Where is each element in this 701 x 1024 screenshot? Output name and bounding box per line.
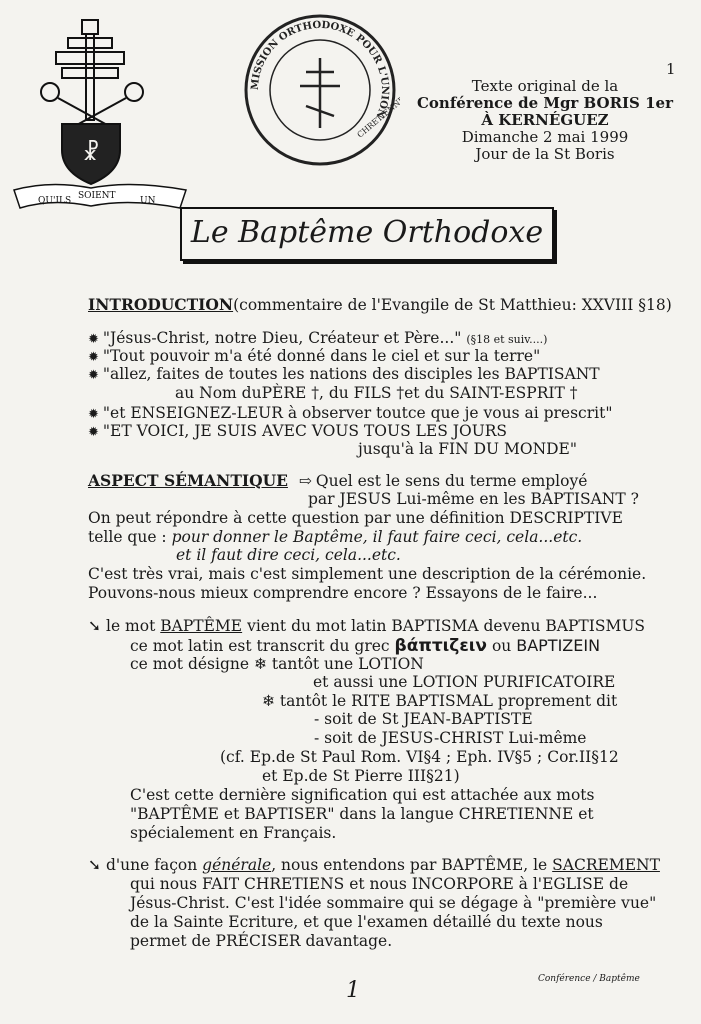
stamp-sub: CHRETIENNE [355,94,400,140]
page-title: Le Baptême Orthodoxe [180,207,554,261]
bapteme-line9: et Ep.de St Pierre III§21) [262,767,460,785]
bapteme-line11: "BAPTÊME et BAPTISER" dans la langue CHRETIENNE et [130,805,594,823]
crest-logo [10,12,190,222]
bapteme-line2: ce mot latin est transcrit du grec βάπτιζειν ou BAPTIZEIN [130,636,601,656]
intro-heading: INTRODUCTION [88,295,234,314]
intro-line4: au Nom duPÈRE †, du FILS †et du SAINT-ESPRIT † [175,384,578,402]
stamp-text: MISSION ORTHODOXE POUR L'UNION [249,19,391,120]
generale-line4: de la Sainte Ecriture, et que l'examen détaillé du texte nous [130,913,603,931]
semantic-line4: telle que : pour donner le Baptême, il faut faire ceci, cela...etc. [88,528,583,546]
bapteme-line7: - soit de JESUS-CHRIST Lui-même [314,729,587,747]
intro-line2: ✹ "Tout pouvoir m'a été donné dans le ciel et sur la terre" [88,347,541,365]
intro-line1: ✹ "Jésus-Christ, notre Dieu, Créateur et Père..." (§18 et suiv....) [88,329,548,347]
bapteme-line8: (cf. Ep.de St Paul Rom. VI§4 ; Eph. IV§5 ; Cor.II§12 [220,748,619,766]
generale-line3: Jésus-Christ. C'est l'idée sommaire qui se dégage à "première vue" [130,894,657,912]
header-line5: Jour de la St Boris [475,145,615,163]
bapteme-line6: - soit de St JEAN-BAPTISTE [314,710,533,728]
intro-heading-line [88,296,672,314]
arrow-bullet-icon: ➘ [88,856,101,874]
footer-label: Conférence / Baptême [538,974,640,984]
semantic-line5: et il faut dire ceci, cela...etc. [176,546,401,564]
bapteme-line3: ce mot désigne ❄ tantôt une LOTION [130,655,424,673]
generale-line2: qui nous FAIT CHRETIENS et nous INCORPORE à l'EGLISE de [130,875,629,893]
star-icon: ✹ [88,350,99,365]
header-line4: Dimanche 2 mai 1999 [461,128,629,146]
bapteme-line1: ➘ le mot BAPTÊME vient du mot latin BAPTISMA devenu BAPTISMUS [88,617,646,635]
generale-line5: permet de PRÉCISER davantage. [130,932,393,950]
page-number: 1 [666,60,676,78]
header-line2: Conférence de Mgr BORIS 1er [416,94,673,112]
header-block [400,78,690,163]
bapteme-line4: et aussi une LOTION PURIFICATOIRE [313,673,616,691]
arrow-right-icon: ⇨ [298,472,312,490]
intro-rest: (commentaire de l'Evangile de St Matthieu: XXVIII §18) [233,296,672,314]
banner-right: UN [140,196,156,206]
semantic-line2: par JESUS Lui-même en les BAPTISANT ? [308,490,639,508]
banner-left: QU'ILS [38,196,72,206]
bapteme-line5: ❄ tantôt le RITE BAPTISMAL proprement dit [262,692,618,710]
mission-stamp [240,10,400,170]
semantic-line7: Pouvons-nous mieux comprendre encore ? Essayons de le faire... [88,584,598,602]
banner-center: SOIENT [78,191,116,201]
semantic-line3: On peut répondre à cette question par une définition DESCRIPTIVE [88,509,623,527]
star-icon: ✹ [88,368,99,383]
semantic-line6: C'est très vrai, mais c'est simplement une description de la cérémonie. [88,565,647,583]
intro-line7: jusqu'à la FIN DU MONDE" [358,440,577,458]
star-icon: ✹ [88,425,99,440]
star-icon: ✹ [88,332,99,347]
semantic-heading-line: ASPECT SÉMANTIQUE ⇨ Quel est le sens du terme employé [88,471,588,490]
intro-line6: ✹ "ET VOICI, JE SUIS AVEC VOUS TOUS LES JOURS [88,422,508,440]
arrow-bullet-icon: ➘ [88,617,101,635]
star-icon: ✹ [88,407,99,422]
header-line1: Texte original de la [471,77,619,95]
svg-text:☧: ☧ [82,141,100,166]
header-line3: À KERNÉGUEZ [481,111,609,129]
semantic-heading: ASPECT SÉMANTIQUE [88,471,288,490]
footer-page-number: 1 [346,978,360,1003]
intro-line3: ✹ "allez, faites de toutes les nations des disciples les BAPTISANT [88,365,600,383]
intro-line5: ✹ "et ENSEIGNEZ-LEUR à observer toutce que je vous ai prescrit" [88,404,613,422]
bapteme-line12: spécialement en Français. [130,824,337,842]
generale-line1: ➘ d'une façon générale, nous entendons par BAPTÊME, le SACREMENT [88,856,660,874]
bapteme-line10: C'est cette dernière signification qui est attachée aux mots [130,786,595,804]
